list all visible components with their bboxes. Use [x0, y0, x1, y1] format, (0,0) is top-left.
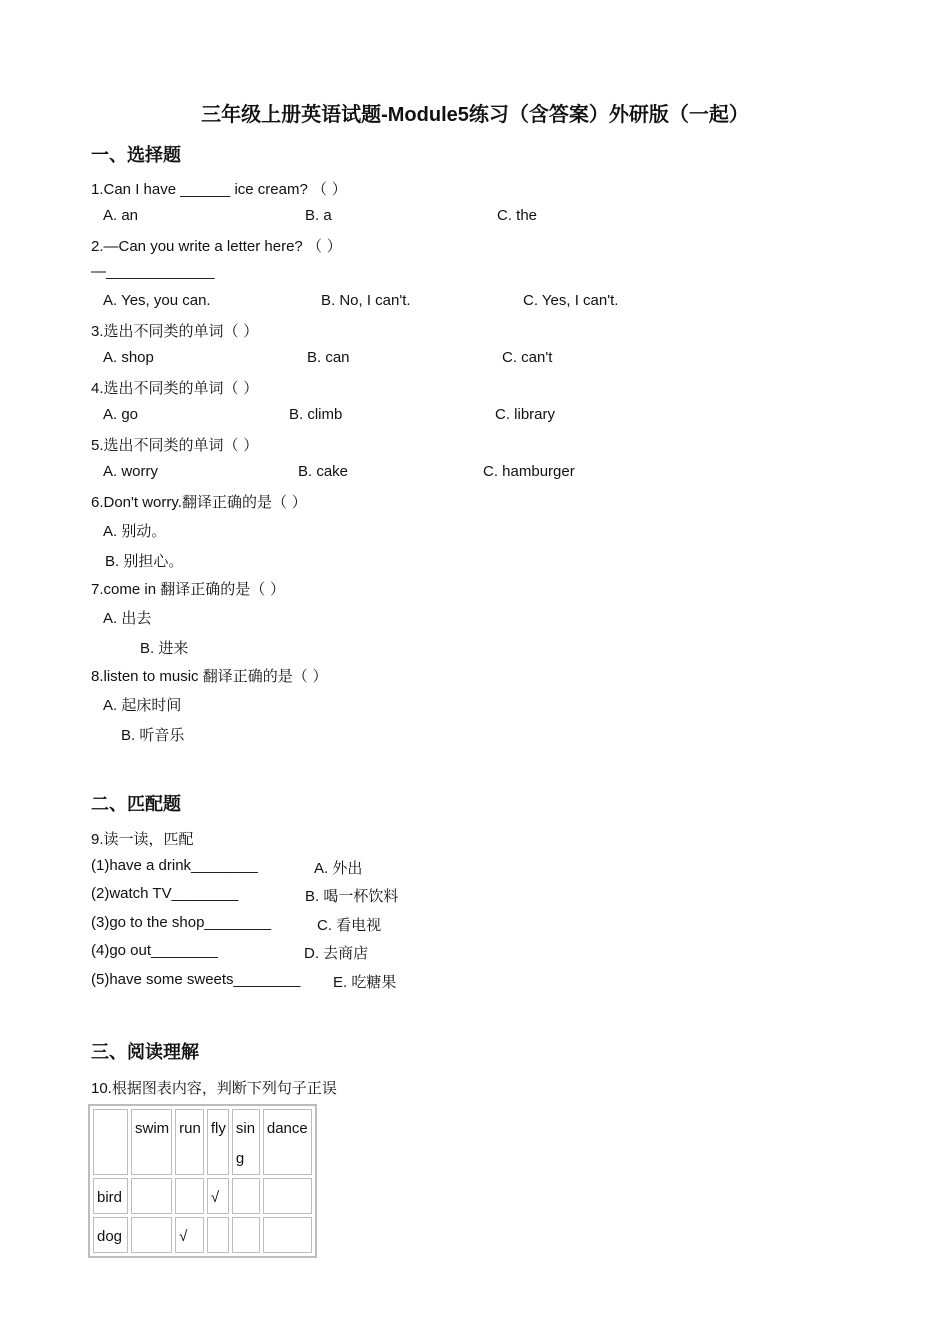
table-row: [93, 1178, 312, 1214]
q2-option-a: A. Yes, you can.: [103, 292, 211, 309]
q5-option-c: C. hamburger: [483, 463, 575, 480]
section-heading-choice: 一、选择题: [91, 145, 181, 166]
table-cell: dog: [93, 1217, 128, 1253]
q1-option-b: B. a: [305, 207, 332, 224]
q2-option-b: B. No, I can't.: [321, 292, 411, 309]
table-row: [93, 1217, 312, 1253]
q8-option-b: B. 听音乐: [121, 726, 185, 744]
match-left-5: (5)have some sweets________: [91, 971, 301, 988]
table-cell: [263, 1178, 312, 1214]
match-right-2: B. 喝一杯饮料: [305, 887, 399, 905]
q3-option-b: B. can: [307, 349, 350, 366]
table-cell: [207, 1217, 229, 1253]
q2-reply-blank: —_____________: [91, 263, 215, 280]
page-title: 三年级上册英语试题-Module5练习（含答案）外研版（一起）: [201, 102, 749, 126]
match-right-1: A. 外出: [314, 859, 363, 877]
table-cell: √: [175, 1217, 204, 1253]
q4-option-a: A. go: [103, 406, 139, 423]
q3-option-c: C. can't: [502, 349, 553, 366]
question-4: 4.选出不同类的单词（ ）: [91, 379, 259, 397]
match-right-3: C. 看电视: [317, 916, 382, 934]
table-cell: [263, 1217, 312, 1253]
table-header-cell: [93, 1109, 128, 1175]
table-cell: bird: [93, 1178, 128, 1214]
q8-option-a: A. 起床时间: [103, 696, 182, 714]
table-header-row: [93, 1109, 312, 1175]
q4-option-b: B. climb: [289, 406, 343, 423]
table-header-cell: dance: [263, 1109, 312, 1175]
question-7: 7.come in 翻译正确的是（ ）: [91, 580, 285, 598]
q7-option-b: B. 进来: [140, 639, 189, 657]
q4-option-c: C. library: [495, 406, 556, 423]
match-left-2: (2)watch TV________: [91, 885, 239, 902]
question-9: 9.读一读，匹配: [91, 830, 194, 848]
match-left-1: (1)have a drink________: [91, 857, 258, 874]
match-left-3: (3)go to the shop________: [91, 914, 272, 931]
table-cell: [232, 1217, 260, 1253]
q1-option-c: C. the: [497, 207, 538, 224]
table-cell: [131, 1178, 172, 1214]
match-left-4: (4)go out________: [91, 942, 218, 959]
q3-option-a: A. shop: [103, 349, 154, 366]
match-right-5: E. 吃糖果: [333, 973, 397, 991]
table-header-cell: swim: [131, 1109, 172, 1175]
table-cell: [131, 1217, 172, 1253]
question-6: 6.Don't worry.翻译正确的是（ ）: [91, 493, 307, 511]
match-right-4: D. 去商店: [304, 944, 369, 962]
question-2: 2.—Can you write a letter here? （ ）: [91, 237, 342, 255]
table-cell: [232, 1178, 260, 1214]
question-5: 5.选出不同类的单词（ ）: [91, 436, 259, 454]
q1-option-a: A. an: [103, 207, 139, 224]
table-header-cell: fly: [207, 1109, 229, 1175]
q5-option-a: A. worry: [103, 463, 159, 480]
q5-option-b: B. cake: [298, 463, 349, 480]
q6-option-b: B. 别担心。: [105, 552, 184, 570]
section-heading-matching: 二、匹配题: [91, 794, 181, 815]
table-cell: [175, 1178, 204, 1214]
ability-table: [88, 1104, 317, 1258]
table-header-cell: run: [175, 1109, 204, 1175]
question-1: 1.Can I have ______ ice cream? （ ）: [91, 180, 347, 198]
section-heading-reading: 三、阅读理解: [91, 1042, 199, 1063]
table-cell: √: [207, 1178, 229, 1214]
q2-option-c: C. Yes, I can't.: [523, 292, 619, 309]
question-10: 10.根据图表内容，判断下列句子正误: [91, 1079, 337, 1097]
q7-option-a: A. 出去: [103, 609, 152, 627]
table-header-cell: sin g: [232, 1109, 260, 1175]
question-3: 3.选出不同类的单词（ ）: [91, 322, 259, 340]
q6-option-a: A. 别动。: [103, 522, 167, 540]
question-8: 8.listen to music 翻译正确的是（ ）: [91, 667, 328, 685]
